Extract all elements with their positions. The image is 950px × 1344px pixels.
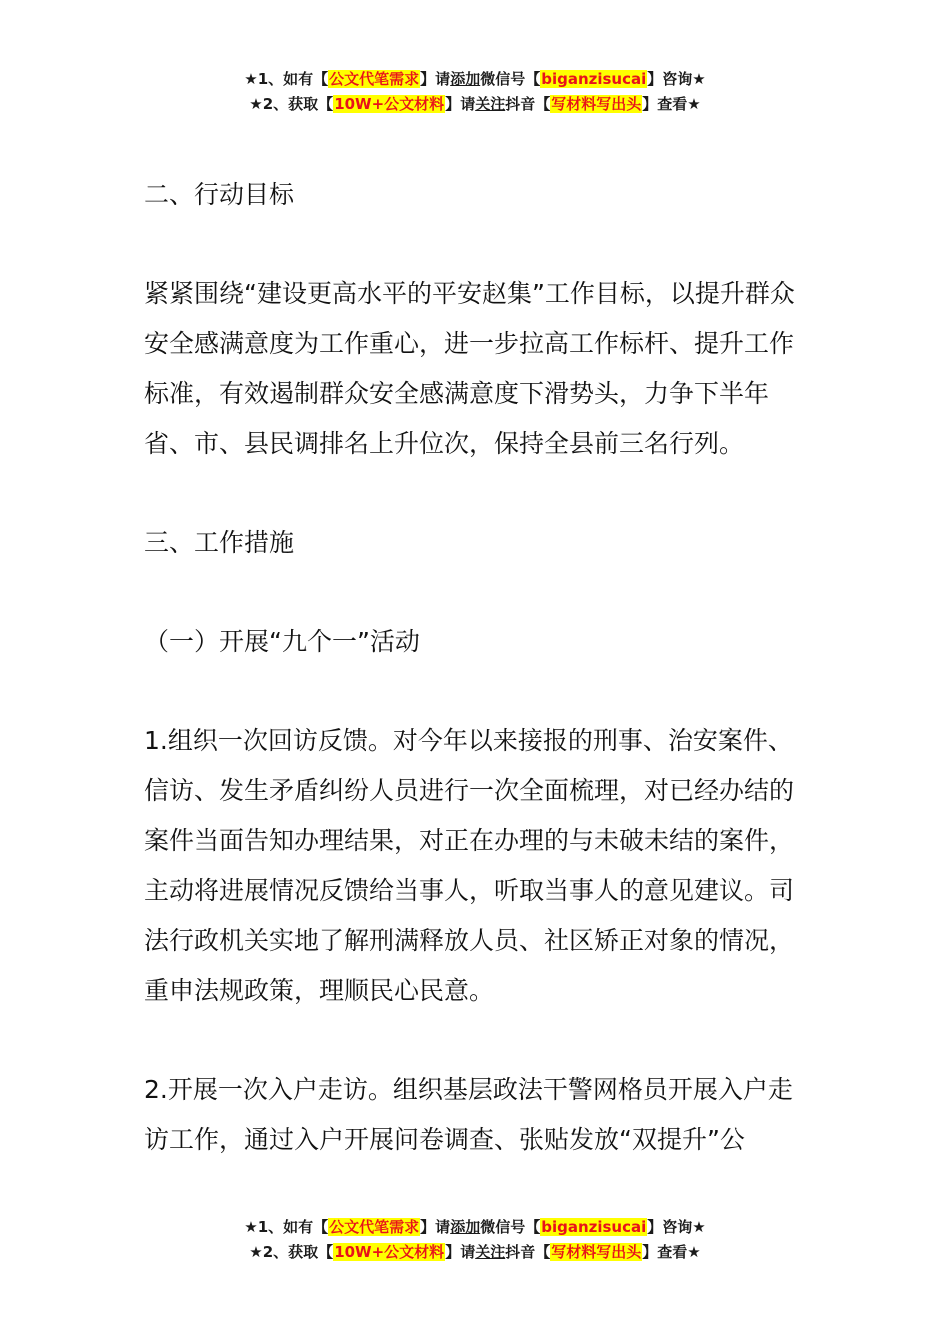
- banner-underline: 添加: [450, 1218, 481, 1236]
- banner-underline: 关注: [475, 95, 506, 113]
- banner-text: 】请: [445, 95, 476, 113]
- banner-text: 】请: [445, 1243, 476, 1261]
- banner-text: 】咨询★: [647, 1218, 706, 1236]
- banner-text: 微信号【: [480, 1218, 541, 1236]
- bottom-banner: [0, 1215, 950, 1265]
- banner-text: 】请: [420, 70, 451, 88]
- banner-highlight-douyin: 写材料写出头: [551, 1243, 642, 1261]
- banner-highlight-wechat: biganzisucai: [541, 70, 647, 88]
- banner-text: 】查看★: [642, 95, 701, 113]
- banner-text: ★2、获取【: [249, 1243, 334, 1261]
- banner-highlight: 公文代笔需求: [329, 70, 420, 88]
- document-body: [144, 170, 814, 1165]
- banner-text: 微信号【: [480, 70, 541, 88]
- banner-underline: 关注: [475, 1243, 506, 1261]
- list-item-household-visit: 2.开展一次入户走访。组织基层政法干警网格员开展入户走访工作，通过入户开展问卷调查、张贴发放“双提升”公: [144, 1075, 793, 1154]
- list-item-revisit-feedback: 1.组织一次回访反馈。对今年以来接报的刑事、治安案件、信访、发生矛盾纠纷人员进行一次全面梳理，对已经办结的案件当面告知办理结果，对正在办理的与未破未结的案件，主动将进展情况反馈给当事人，听取当事人的意见建议。司法行政机关实地了解刑满释放人员、社区矫正对象的情况，重申法规政策，理顺民心民意。: [144, 726, 795, 1005]
- banner-text: 抖音【: [505, 95, 551, 113]
- banner-highlight-wechat: biganzisucai: [541, 1218, 647, 1236]
- top-banner: [0, 67, 950, 117]
- banner-highlight: 10W+公文材料: [334, 95, 445, 113]
- subsection-heading-activities: （一）开展“九个一”活动: [144, 627, 420, 656]
- banner-text: ★1、如有【: [244, 1218, 329, 1236]
- banner-line-1: [0, 67, 950, 92]
- banner-text: ★2、获取【: [249, 95, 334, 113]
- banner-text: 】查看★: [642, 1243, 701, 1261]
- banner-highlight: 10W+公文材料: [334, 1243, 445, 1261]
- banner-text: 抖音【: [505, 1243, 551, 1261]
- banner-text: 】咨询★: [647, 70, 706, 88]
- banner-line-2: [0, 1240, 950, 1265]
- paragraph-goals: 紧紧围绕“建设更高水平的平安赵集”工作目标，以提升群众安全感满意度为工作重心，进一步拉高工作标杆、提升工作标准，有效遏制群众安全感满意度下滑势头，力争下半年省、市、县民调排名上升位次，保持全县前三名行列。: [144, 279, 795, 458]
- section-heading-goals: 二、行动目标: [144, 180, 295, 209]
- banner-text: ★1、如有【: [244, 70, 329, 88]
- banner-text: 】请: [420, 1218, 451, 1236]
- section-heading-measures: 三、工作措施: [144, 528, 295, 557]
- banner-underline: 添加: [450, 70, 481, 88]
- banner-line-1: [0, 1215, 950, 1240]
- banner-line-2: [0, 92, 950, 117]
- banner-highlight-douyin: 写材料写出头: [551, 95, 642, 113]
- banner-highlight: 公文代笔需求: [329, 1218, 420, 1236]
